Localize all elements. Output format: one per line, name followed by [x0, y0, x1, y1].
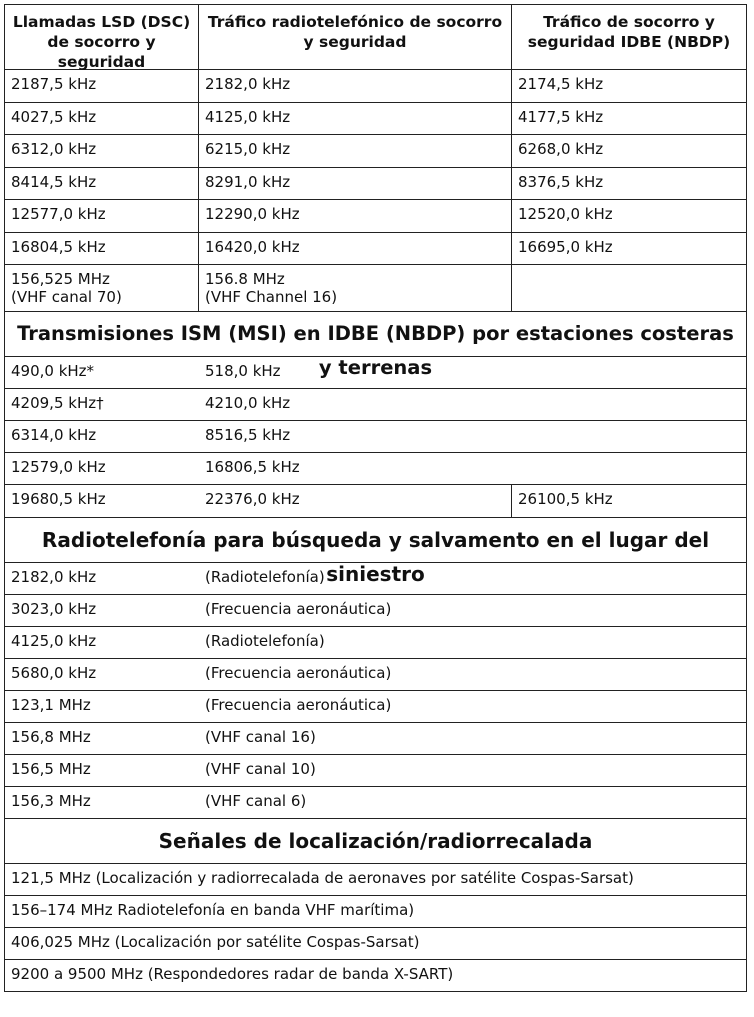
table-cell: 6312,0 kHz	[5, 135, 199, 167]
section-title-locating	[4, 818, 747, 863]
table-row	[4, 927, 747, 959]
table-cell: 406,025 MHz (Localización por satélite Cospas-Sarsat)	[11, 932, 420, 951]
table-row	[4, 690, 747, 722]
table-cell: (Frecuencia aeronáutica)	[205, 599, 392, 618]
section-heading: Radiotelefonía para búsqueda y salvamento en el lugar del siniestro	[41, 527, 710, 586]
table-cell: 121,5 MHz (Localización y radiorrecalada de aeronaves por satélite Cospas-Sarsat)	[11, 868, 634, 887]
table-cell: 12520,0 kHz	[518, 205, 613, 223]
table-row	[4, 786, 747, 818]
table-cell: (Frecuencia aeronáutica)	[205, 663, 392, 682]
table-row	[4, 356, 747, 388]
table-row	[4, 102, 747, 135]
table-row	[4, 199, 747, 232]
table-cell: 6215,0 kHz	[199, 135, 512, 167]
table-cell	[5, 265, 199, 311]
table-cell: 4125,0 kHz	[11, 631, 97, 650]
header-nbdp-traffic: Tráfico de socorro y seguridad IDBE (NBDP)	[527, 13, 731, 51]
table-row	[4, 658, 747, 690]
table-cell: 26100,5 kHz	[518, 490, 613, 508]
table-cell: 156–174 MHz Radiotelefonía en banda VHF marítima)	[11, 900, 415, 919]
table-cell: 156,8 MHz	[11, 727, 91, 746]
table-row	[4, 388, 747, 420]
table-cell: 8414,5 kHz	[5, 168, 199, 200]
table-row	[4, 754, 747, 786]
table-cell: 16695,0 kHz	[518, 237, 613, 256]
header-dsc-calls: Llamadas LSD (DSC) de socorro y seguridad	[5, 5, 199, 69]
table-cell: 22376,0 kHz	[199, 485, 512, 517]
table-cell: 8516,5 kHz	[205, 426, 291, 444]
table-row	[4, 562, 747, 594]
table-cell: (Frecuencia aeronáutica)	[205, 695, 392, 714]
cell-line: 156,525 MHz	[11, 270, 110, 288]
table-cell: 2182,0 kHz	[11, 567, 97, 586]
cell-line: (VHF canal 70)	[11, 288, 122, 306]
table-cell: 5680,0 kHz	[11, 663, 97, 682]
table-cell: 9200 a 9500 MHz (Respondedores radar de banda X-SART)	[11, 964, 454, 983]
table-cell: 2174,5 kHz	[518, 75, 604, 93]
table-cell: 2182,0 kHz	[199, 70, 512, 102]
cell-line: (VHF Channel 16)	[205, 288, 338, 306]
table-cell: 3023,0 kHz	[11, 599, 97, 618]
table-row-vhf	[4, 264, 747, 311]
table-cell: 19680,5 kHz	[11, 490, 106, 508]
table-cell: 2187,5 kHz	[5, 70, 199, 102]
table-row	[4, 895, 747, 927]
table-cell: 490,0 kHz*	[11, 362, 95, 380]
table-row	[4, 420, 747, 452]
cell-line: 156.8 MHz	[205, 270, 285, 288]
table-cell: 156,5 MHz	[11, 759, 91, 778]
table-row	[4, 863, 747, 895]
table-cell: 8376,5 kHz	[518, 172, 604, 191]
table-cell: 12579,0 kHz	[11, 458, 106, 476]
table-row	[4, 594, 747, 626]
table-cell: 12290,0 kHz	[199, 200, 512, 232]
table-cell: (Radiotelefonía)	[205, 567, 325, 586]
table-cell: 4177,5 kHz	[518, 107, 604, 126]
table-cell: 4210,0 kHz	[205, 394, 291, 412]
table-row	[4, 722, 747, 754]
table-cell: (VHF canal 16)	[205, 727, 316, 746]
table-row	[4, 232, 747, 265]
table-cell: 16420,0 kHz	[199, 233, 512, 265]
table-cell	[199, 265, 512, 311]
section-heading: Transmisiones ISM (MSI) en IDBE (NBDP) por estaciones costeras y terrenas	[17, 322, 734, 379]
table-cell: 123,1 MHz	[11, 695, 91, 714]
table-row	[4, 167, 747, 200]
table-cell: 4209,5 kHz†	[11, 394, 104, 412]
table-cell: 518,0 kHz	[205, 362, 281, 380]
table-row	[4, 69, 747, 102]
table-cell: (VHF canal 6)	[205, 791, 307, 810]
table-row	[4, 626, 747, 658]
header-radiotelephony-traffic: Tráfico radiotelefónico de socorro y seguridad	[199, 5, 512, 69]
table-cell: 12577,0 kHz	[5, 200, 199, 232]
table-cell: 156,3 MHz	[11, 791, 91, 810]
table-header	[4, 4, 747, 69]
table-cell: (VHF canal 10)	[205, 759, 316, 778]
table-cell: 6314,0 kHz	[11, 426, 97, 444]
table-row	[4, 484, 747, 517]
table-cell: 16806,5 kHz	[205, 458, 300, 476]
section-heading: Señales de localización/radiorrecalada	[158, 828, 593, 853]
table-cell: 4027,5 kHz	[5, 103, 199, 135]
table-cell: 4125,0 kHz	[199, 103, 512, 135]
table-row	[4, 959, 747, 992]
table-row	[4, 134, 747, 167]
table-row	[4, 452, 747, 484]
table-cell: (Radiotelefonía)	[205, 631, 325, 650]
frequency-table	[4, 4, 747, 992]
table-cell: 8291,0 kHz	[199, 168, 512, 200]
table-cell-empty	[512, 265, 746, 311]
table-cell: 16804,5 kHz	[5, 233, 199, 265]
table-cell: 6268,0 kHz	[518, 140, 604, 158]
